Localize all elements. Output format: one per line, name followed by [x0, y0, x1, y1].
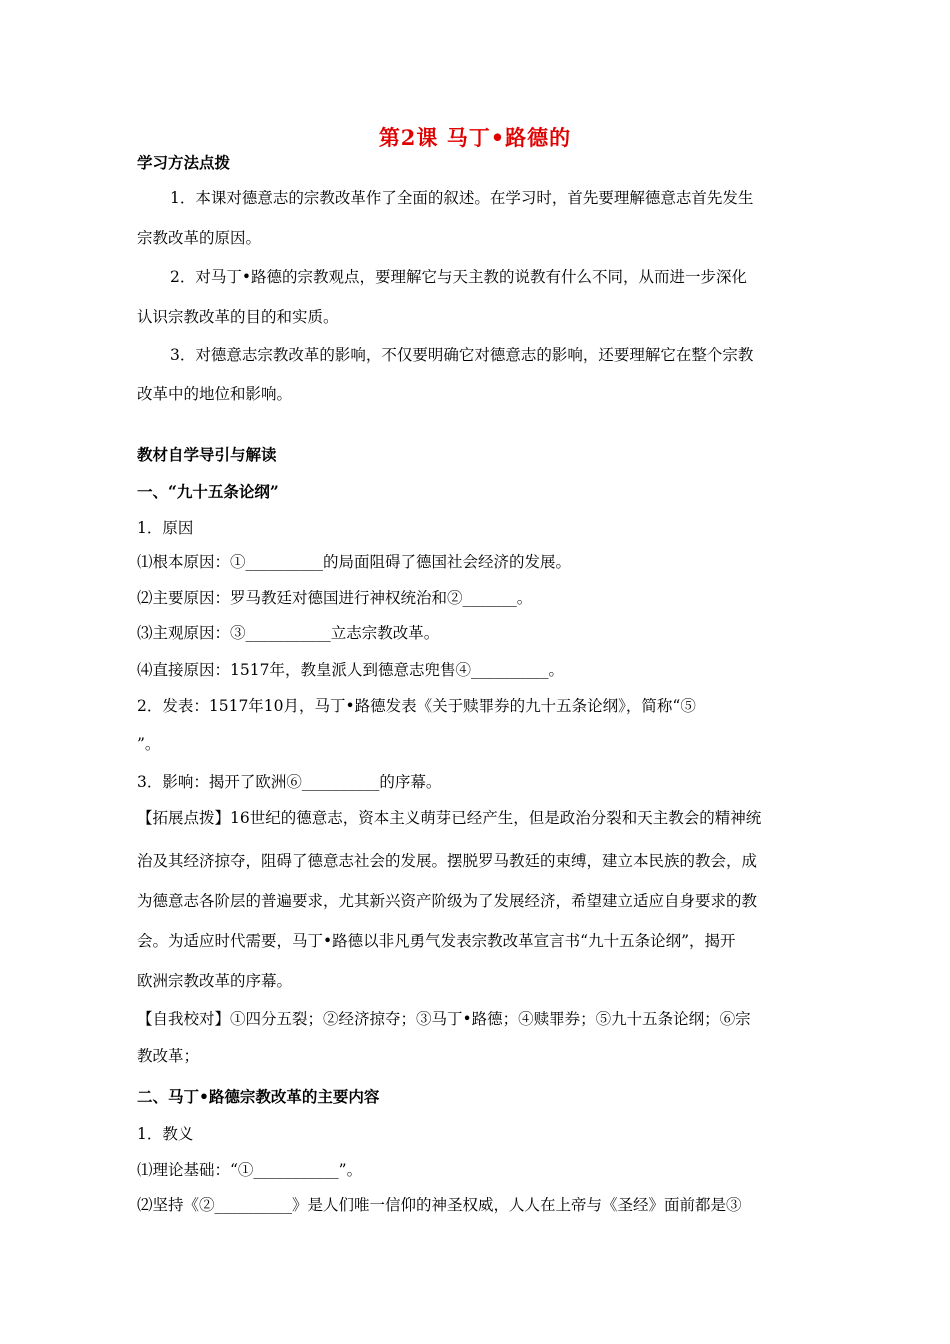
- paragraph-line: 3．对德意志宗教改革的影响，不仅要明确它对德意志的影响，还要理解它在整个宗教: [170, 346, 754, 364]
- paragraph-line: 改革中的地位和影响。: [137, 385, 293, 403]
- list-item: ⑶主观原因：③___________立志宗教改革。: [137, 624, 440, 642]
- paragraph-line: 宗教改革的原因。: [137, 229, 262, 247]
- paragraph-line: 认识宗教改革的目的和实质。: [137, 308, 339, 326]
- list-item: ⑵坚持《②__________》是人们唯一信仰的神圣权威，人人在上帝与《圣经》面前都是③: [137, 1196, 742, 1214]
- extension-note-line: 为德意志各阶层的普遍要求，尤其新兴资产阶级为了发展经济，希望建立适应自身要求的教: [137, 892, 758, 910]
- extension-note-line: 治及其经济掠夺，阻碍了德意志社会的发展。摆脱罗马教廷的束缚，建立本民族的教会，成: [137, 852, 758, 870]
- heading-part-two: 二、马丁•路德宗教改革的主要内容: [137, 1087, 380, 1106]
- paragraph-line: 2．对马丁•路德的宗教观点，要理解它与天主教的说教有什么不同，从而进一步深化: [170, 268, 748, 286]
- list-item: ⑴理论基础：“①___________”。: [137, 1161, 363, 1179]
- extension-note-line: 【拓展点拨】16世纪的德意志，资本主义萌芽已经产生，但是政治分裂和天主教会的精神统: [137, 809, 762, 827]
- list-item: ⑴根本原因：①__________的局面阻碍了德国社会经济的发展。: [137, 553, 572, 571]
- self-check-line: 【自我校对】①四分五裂；②经济掠夺；③马丁•路德；④赎罪券；⑤九十五条论纲；⑥宗: [137, 1010, 751, 1028]
- list-item: ⑵主要原因：罗马教廷对德国进行神权统治和②_______。: [137, 589, 533, 607]
- heading-part-one: 一、“九十五条论纲”: [137, 482, 279, 501]
- self-check-line: 教改革；: [137, 1047, 200, 1065]
- list-item: 2．发表：1517年10月，马丁•路德发表《关于赎罪券的九十五条论纲》，简称“⑤: [137, 697, 696, 715]
- heading-study-method: 学习方法点拨: [137, 153, 231, 172]
- list-item: ”。: [137, 735, 161, 753]
- heading-guide: 教材自学导引与解读: [137, 445, 277, 464]
- list-item: 1．原因: [137, 519, 194, 537]
- list-item: 3．影响：揭开了欧洲⑥__________的序幕。: [137, 773, 442, 791]
- paragraph-line: 1．本课对德意志的宗教改革作了全面的叙述。在学习时，首先要理解德意志首先发生: [170, 189, 754, 207]
- extension-note-line: 会。为适应时代需要，马丁•路德以非凡勇气发表宗教改革宣言书“九十五条论纲”，揭开: [137, 932, 736, 950]
- list-item: 1．教义: [137, 1125, 194, 1143]
- lesson-title: 第2课 马丁•路德的: [378, 125, 572, 150]
- list-item: ⑷直接原因：1517年，教皇派人到德意志兜售④__________。: [137, 661, 564, 679]
- extension-note-line: 欧洲宗教改革的序幕。: [137, 972, 293, 990]
